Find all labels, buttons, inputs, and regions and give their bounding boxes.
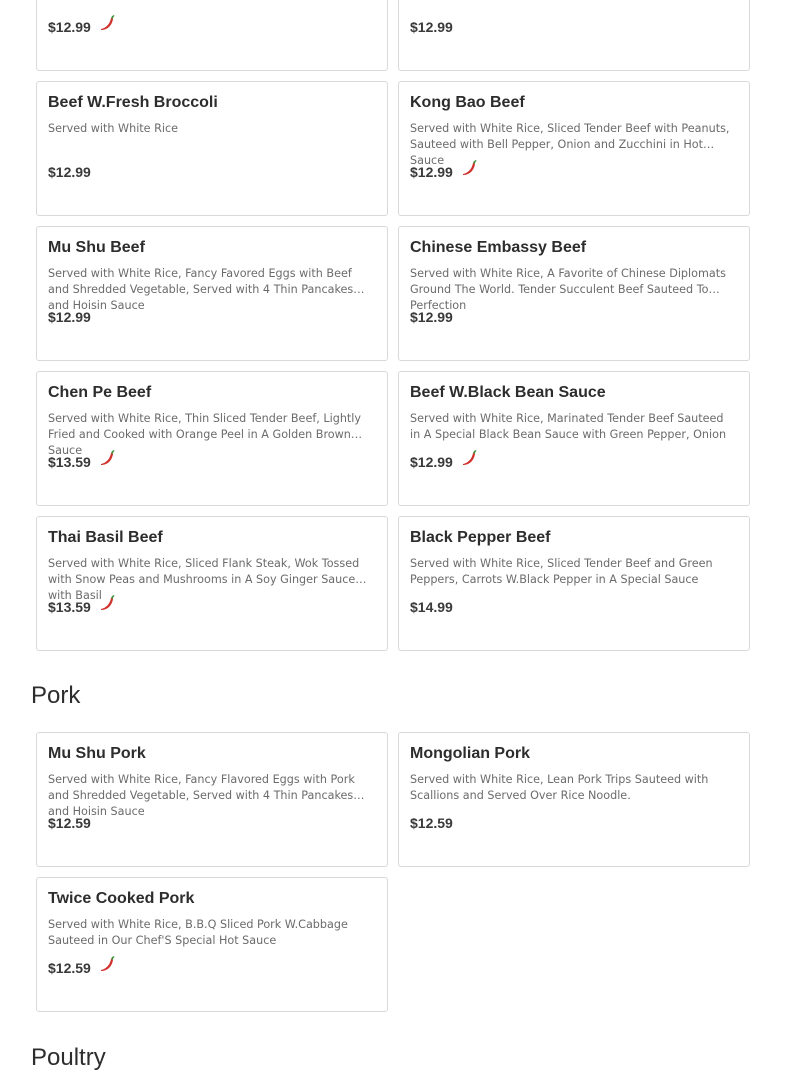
menu-item-price: $12.59 [410,815,453,831]
menu-item-card[interactable] [36,732,388,867]
menu-item-description: Served with White Rice, Lean Pork Trips Sauteed with Scallions and Served Over Rice Noodle. [410,773,709,802]
menu-item-card[interactable] [398,0,750,71]
menu-item-price: $12.59 [48,815,91,831]
chili-pepper-icon [459,159,479,177]
menu-item-description: Served with White Rice, Thin Sliced Tender Beef, Lightly Fried and Cooked with Orange Peel in A Golden Brown Sauce [48,412,362,457]
menu-item-card[interactable] [398,371,750,506]
menu-item-name: Thai Basil Beef [48,529,163,546]
menu-item-price: $13.59 [48,454,91,470]
menu-item-name: Mu Shu Beef [48,239,145,256]
chili-pepper-icon [97,449,117,467]
chili-pepper-icon [97,14,117,32]
menu-item-name: Black Pepper Beef [410,529,551,546]
menu-item-card[interactable] [36,516,388,651]
menu-item-name: Beef W.Fresh Broccoli [48,94,218,111]
menu-item-description: Served with White Rice, B.B.Q Sliced Pork W.Cabbage Sauteed in Our Chef'S Special Hot Sauce [48,918,348,947]
chili-pepper-icon [459,449,479,467]
menu-item-card[interactable] [398,732,750,867]
menu-item-price: $13.59 [48,599,91,615]
menu-item-card[interactable] [36,877,388,1012]
menu-item-description: Served with White Rice, Sliced Tender Beef with Peanuts, Sauteed with Bell Pepper, Onion and Zucchini in Hot Sauce [410,122,730,167]
menu-item-card[interactable] [36,0,388,71]
menu-item-price: $12.99 [410,309,453,325]
menu-item-name: Kong Bao Beef [410,94,525,111]
menu-item-price: $12.99 [48,19,91,35]
menu-item-card[interactable] [36,226,388,361]
menu-item-description: Served with White Rice, Fancy Flavored Eggs with Pork and Shredded Vegetable, Served with 4 Thin Pancakes and Hoisin Sauce [48,773,355,818]
menu-item-price: $12.59 [48,960,91,976]
menu-item-name: Beef W.Black Bean Sauce [410,384,606,401]
menu-item-description: Served with White Rice, Sliced Flank Steak, Wok Tossed with Snow Peas and Mushrooms in A Soy Ginger Sauce with Basil [48,557,360,602]
menu-item-name: Twice Cooked Pork [48,890,195,907]
menu-item-description: Served with White Rice, A Favorite of Chinese Diplomats Ground The World. Tender Succulent Beef Sauteed To Perfection [410,267,726,312]
section-title-poultry: Poultry [31,1044,106,1071]
menu-item-price: $12.99 [48,309,91,325]
menu-item-description: Served with White Rice [48,122,179,135]
menu-item-description: Served with White Rice, Fancy Favored Eggs with Beef and Shredded Vegetable, Served with 4 Thin Pancakes and Hoisin Sauce [48,267,354,312]
menu-item-card[interactable] [36,371,388,506]
menu-item-card[interactable] [398,516,750,651]
menu-item-price: $12.99 [48,164,91,180]
menu-item-name: Mu Shu Pork [48,745,146,762]
menu-item-description: Served with White Rice, Marinated Tender Beef Sauteed in A Special Black Bean Sauce with Green Pepper, Onion [410,412,727,441]
menu-item-name: Chinese Embassy Beef [410,239,587,256]
menu-item-name: Chen Pe Beef [48,384,152,401]
menu-item-price: $12.99 [410,19,453,35]
menu-item-name: Mongolian Pork [410,745,530,762]
menu-item-card[interactable] [398,81,750,216]
chili-pepper-icon [97,955,117,973]
menu-item-card[interactable] [36,81,388,216]
menu-item-price: $14.99 [410,599,453,615]
menu-item-card[interactable] [398,226,750,361]
menu-item-price: $12.99 [410,164,453,180]
menu-item-price: $12.99 [410,454,453,470]
menu-item-description: Served with White Rice, Sliced Tender Beef and Green Peppers, Carrots W.Black Pepper in A Special Sauce [410,557,713,586]
section-title-pork: Pork [31,682,81,709]
chili-pepper-icon [97,594,117,612]
